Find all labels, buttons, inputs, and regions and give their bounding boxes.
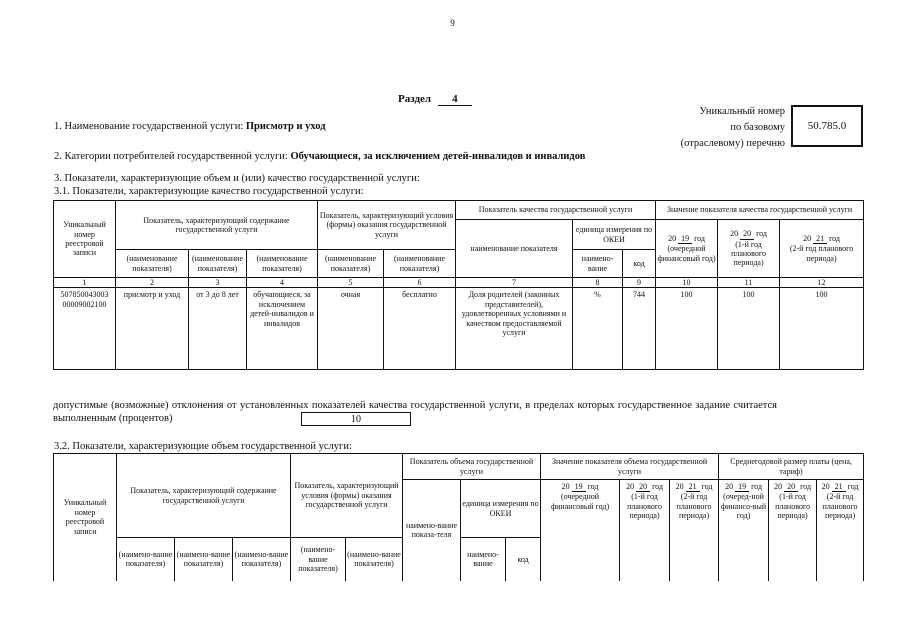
price-year-header-1: 20 19 год (очеред-ной финансо-вый год) [719,480,769,581]
section-number: 4 [438,93,472,106]
cell-content-3: обучающиеся, за исключением детей-инвалидов и инвалидов [247,288,318,370]
col-number: 1 [54,278,116,288]
sub-header-name: (наимено-вание показателя) [117,538,175,581]
unique-label-line: по базовому [730,122,785,133]
unique-number-label [640,104,785,152]
sub-header-name: (наимено-вание показателя) [175,538,233,581]
col-header-unique: Уникальный номер реестровой записи [54,201,116,278]
col-number: 10 [656,278,718,288]
consumer-category-value: Обучающиеся, за исключением детей-инвалидов и инвалидов [290,151,586,162]
col-header-volume: Показатель объема государственной услуги [403,454,541,480]
deviation-text: допустимые (возможные) отклонения от установленных показателей качества государственной услуги, в пределах которых государственное задание считается выполненным (процентов) [53,400,777,424]
col-header-value: Значение показателя качества государственной услуги [656,201,864,220]
col-header-unit-code: код [623,250,656,278]
col-header-unit: единица измерения по ОКЕИ [573,220,656,250]
value-year-header-1: 20 19 год (очередной финансовый год) [541,480,620,581]
cell-value-year-2: 100 [718,288,780,370]
value-year-header-3: 20 21 год (2-й год планового периода) [670,480,719,581]
col-header-unit-name: наимено-вание [461,538,506,581]
price-year-header-3: 20 21 год (2-й год планового периода) [817,480,864,581]
price-year-header-2: 20 20 год (1-й год планового периода) [769,480,817,581]
table-row [54,288,864,370]
sub-header-name: (наименование показателя) [318,250,384,278]
unique-number-box: 50.785.0 [791,105,863,147]
col-header-conditions: Показатель, характеризующий условия (формы) оказания государственной услуги [318,201,456,250]
sub-header-name: (наименование показателя) [116,250,189,278]
year-header-1: 20 19 год (очередной финансовый год) [656,220,718,278]
unique-label-line: (отраслевому) перечню [680,138,785,149]
consumer-category-line [54,151,585,162]
col-number: 8 [573,278,623,288]
service-name-label: 1. Наименование государственной услуги: [54,121,244,132]
col-header-conditions: Показатель, характеризующий условия (формы) оказания государственной услуги [291,454,403,538]
col-header-value: Значение показателя объема государственной услуги [541,454,719,480]
col-header-indicator-name: наименование показателя [456,220,573,278]
col-number: 11 [718,278,780,288]
col-number: 9 [623,278,656,288]
volume-indicators-heading: 3.2. Показатели, характеризующие объем государственной услуги: [54,441,352,452]
col-number: 2 [116,278,189,288]
sub-header-name: (наимено-вание показателя) [346,538,403,581]
page-number: 9 [450,18,455,28]
sub-header-name: (наимено-вание показателя) [233,538,291,581]
year-header-2: 20 20 год (1-й год планового периода) [718,220,780,278]
col-header-price: Среднегодовой размер платы (цена, тариф) [719,454,864,480]
col-number: 7 [456,278,573,288]
year-header-3: 20 21 год (2-й год планового периода) [780,220,864,278]
quality-table [53,200,864,370]
cell-unit-code: 744 [623,288,656,370]
column-numbers-row [54,278,864,288]
service-name-value: Присмотр и уход [245,121,326,132]
col-number: 5 [318,278,384,288]
sub-header-name: (наимено-вание показателя) [291,538,346,581]
col-header-unique: Уникальный номер реестровой записи [54,454,117,581]
sub-header-name: (наименование показателя) [384,250,456,278]
volume-table [53,453,864,581]
sub-header-name: (наименование показателя) [247,250,318,278]
sub-header-name: (наименование показателя) [189,250,247,278]
col-header-content: Показатель, характеризующий содержание государственной услуги [117,454,291,538]
cell-value-year-3: 100 [780,288,864,370]
cell-content-1: присмотр и уход [116,288,189,370]
cell-indicator-name: Доля родителей (законных представителей), удовлетворенных условиями и качеством предоставляемой услуги [456,288,573,370]
col-header-indicator-name: наимено-вание показа-теля [403,480,461,581]
col-number: 12 [780,278,864,288]
section-heading [398,93,472,106]
col-number: 3 [189,278,247,288]
col-header-content: Показатель, характеризующий содержание государственной услуги [116,201,318,250]
quality-indicators-heading: 3.1. Показатели, характеризующие качество государственной услуги: [54,186,364,197]
value-year-header-2: 20 20 год (1-й год планового периода) [620,480,670,581]
cell-content-2: от 3 до 8 лет [189,288,247,370]
deviation-value-box: 10 [301,412,411,426]
cell-condition-2: бесплатно [384,288,456,370]
col-header-unit: единица измерения по ОКЕИ [461,480,541,538]
indicators-heading: 3. Показатели, характеризующие объем и (или) качество государственной услуги: [54,173,420,184]
col-number: 6 [384,278,456,288]
col-header-unit-code: код [506,538,541,581]
cell-unit-name: % [573,288,623,370]
cell-unique-number: 507850043003 00009002100 [54,288,116,370]
col-number: 4 [247,278,318,288]
service-name-line [54,121,326,132]
cell-value-year-1: 100 [656,288,718,370]
unique-label-line: Уникальный номер [699,106,785,117]
section-label: Раздел [398,93,432,105]
consumer-category-label: 2. Категории потребителей государственной услуги: [54,151,288,162]
col-header-quality: Показатель качества государственной услуги [456,201,656,220]
cell-condition-1: очная [318,288,384,370]
col-header-unit-name: наимено-вание [573,250,623,278]
